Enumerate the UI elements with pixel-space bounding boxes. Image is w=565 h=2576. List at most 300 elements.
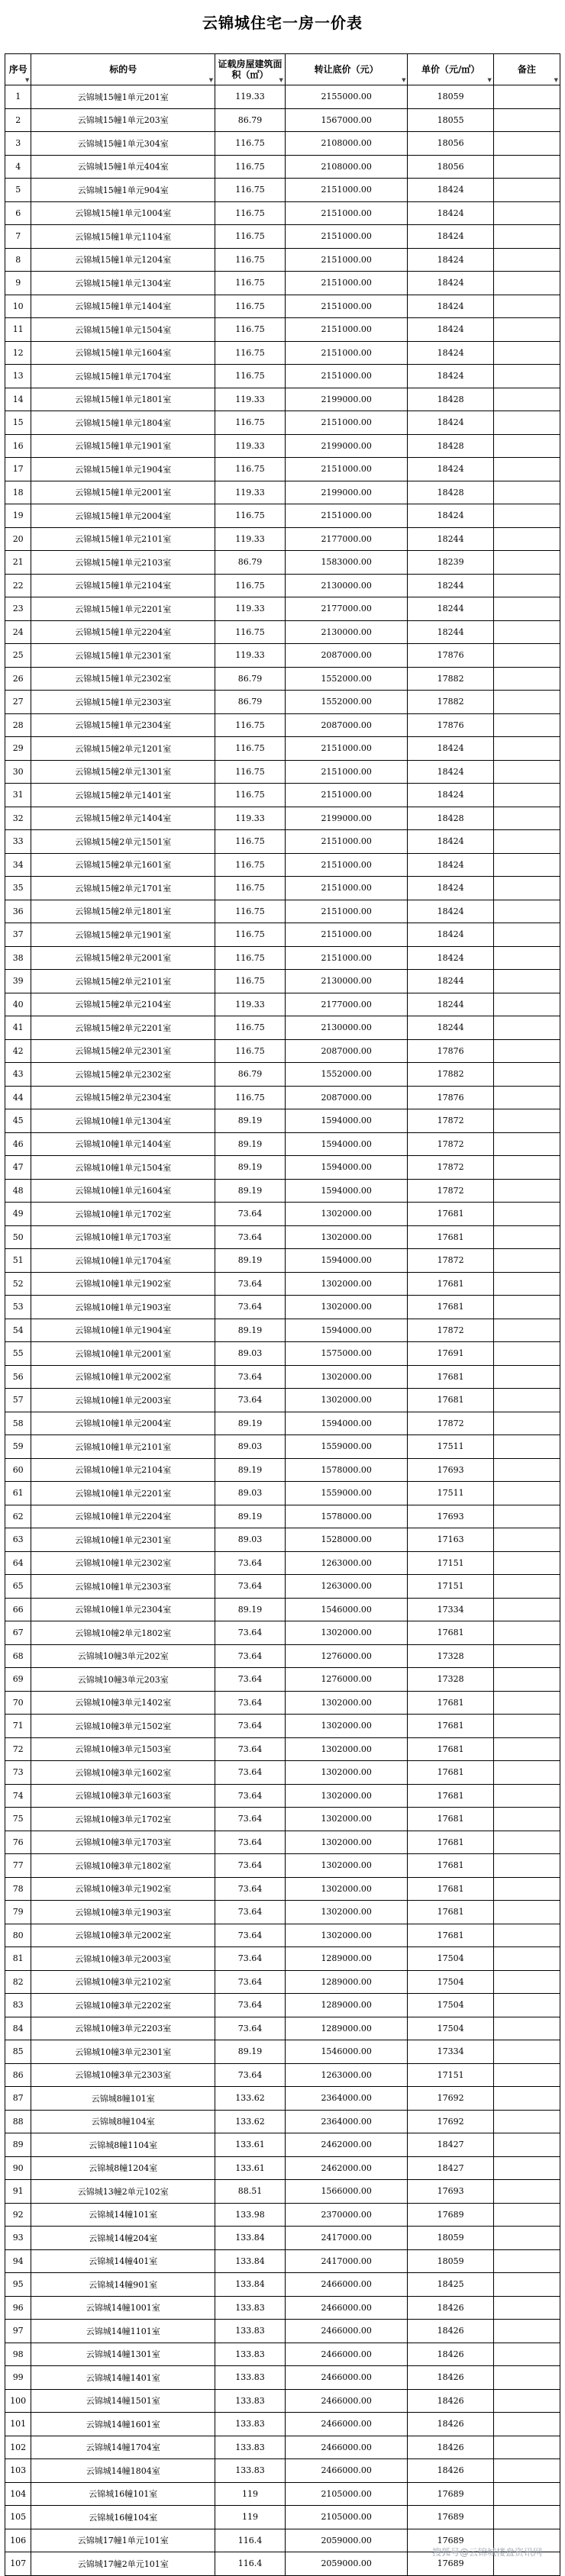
area-cell: 133.61 [215, 2156, 286, 2180]
row-number: 27 [5, 691, 31, 714]
table-row [5, 900, 560, 923]
area-cell: 116.75 [215, 1086, 286, 1109]
price-cell: 1567000.00 [285, 108, 408, 132]
unit-price-cell: 17681 [408, 1715, 493, 1738]
note-cell [493, 1924, 560, 1947]
unit-price-cell: 17872 [408, 1156, 493, 1180]
unit-price-cell: 18244 [408, 970, 493, 993]
unit-price-cell: 17681 [408, 1389, 493, 1412]
table-row [5, 877, 560, 900]
note-cell [493, 970, 560, 993]
unit-price-cell: 17689 [408, 2552, 493, 2576]
row-number: 63 [5, 1528, 31, 1552]
house-id: 云锦城13幢2单元102室 [31, 2180, 215, 2204]
house-id: 云锦城15幢1单元2101室 [31, 527, 215, 551]
area-cell: 133.84 [215, 2273, 286, 2297]
row-number: 28 [5, 713, 31, 737]
price-cell: 1559000.00 [285, 1482, 408, 1505]
filter-icon[interactable]: ▼ [402, 76, 406, 83]
area-cell: 116.75 [215, 784, 286, 807]
filter-icon[interactable]: ▼ [554, 76, 558, 83]
note-cell [493, 667, 560, 691]
unit-price-cell: 18428 [408, 481, 493, 504]
price-cell: 1552000.00 [285, 691, 408, 714]
unit-price-cell: 17872 [408, 1179, 493, 1203]
note-cell [493, 1761, 560, 1785]
price-cell: 1263000.00 [285, 1551, 408, 1575]
price-cell: 2108000.00 [285, 155, 408, 179]
area-cell: 86.79 [215, 667, 286, 691]
table-row [5, 318, 560, 342]
row-number: 42 [5, 1039, 31, 1063]
table-row [5, 2110, 560, 2133]
note-cell [493, 1551, 560, 1575]
price-cell: 1594000.00 [285, 1249, 408, 1273]
price-cell: 2151000.00 [285, 946, 408, 970]
row-number: 76 [5, 1831, 31, 1854]
area-cell: 89.19 [215, 1156, 286, 1180]
area-cell: 73.64 [215, 1621, 286, 1645]
house-id: 云锦城10幢1单元2002室 [31, 1365, 215, 1389]
row-number: 56 [5, 1365, 31, 1389]
table-row [5, 1715, 560, 1738]
table-row [5, 1621, 560, 1645]
area-cell: 133.83 [215, 2436, 286, 2459]
price-cell: 1302000.00 [285, 1272, 408, 1296]
house-id: 云锦城15幢2单元2301室 [31, 1039, 215, 1063]
table-row [5, 1203, 560, 1226]
area-cell: 89.19 [215, 1458, 286, 1482]
unit-price-cell: 18244 [408, 620, 493, 644]
row-number: 90 [5, 2156, 31, 2180]
area-cell: 119.33 [215, 481, 286, 504]
house-id: 云锦城10幢3单元1703室 [31, 1831, 215, 1854]
row-number: 48 [5, 1179, 31, 1203]
table-row [5, 1249, 560, 1273]
house-id: 云锦城15幢1单元1704室 [31, 365, 215, 388]
house-id: 云锦城10幢3单元1602室 [31, 1761, 215, 1785]
area-cell: 89.03 [215, 1435, 286, 1459]
table-row [5, 1389, 560, 1412]
table-row [5, 1947, 560, 1971]
area-cell: 89.19 [215, 1132, 286, 1156]
table-row [5, 2180, 560, 2204]
table-row [5, 1272, 560, 1296]
note-cell [493, 1319, 560, 1342]
row-number: 33 [5, 830, 31, 854]
unit-price-cell: 18427 [408, 2156, 493, 2180]
area-cell: 73.64 [215, 1994, 286, 2017]
house-id: 云锦城10幢3单元1503室 [31, 1737, 215, 1761]
unit-price-cell: 17681 [408, 1272, 493, 1296]
row-number: 37 [5, 923, 31, 947]
row-number: 88 [5, 2110, 31, 2133]
table-row [5, 2343, 560, 2366]
area-cell: 116.75 [215, 713, 286, 737]
price-cell: 2151000.00 [285, 411, 408, 435]
unit-price-cell: 17882 [408, 691, 493, 714]
house-id: 云锦城15幢1单元2104室 [31, 574, 215, 597]
row-number: 12 [5, 341, 31, 365]
area-cell: 116.75 [215, 155, 286, 179]
area-cell: 73.64 [215, 1203, 286, 1226]
house-id: 云锦城15幢2单元1901室 [31, 923, 215, 947]
house-id: 云锦城10幢1单元2204室 [31, 1505, 215, 1528]
table-row [5, 1551, 560, 1575]
unit-price-cell: 17872 [408, 1109, 493, 1133]
area-cell: 119.33 [215, 807, 286, 830]
row-number: 29 [5, 737, 31, 761]
unit-price-cell: 18424 [408, 179, 493, 202]
note-cell [493, 1156, 560, 1180]
area-cell: 73.64 [215, 1831, 286, 1854]
house-id: 云锦城14幢401室 [31, 2249, 215, 2273]
header-unit[interactable]: 单价（元/㎡） ▼ [408, 54, 493, 85]
house-id: 云锦城16幢101室 [31, 2482, 215, 2506]
note-cell [493, 481, 560, 504]
note-cell [493, 2017, 560, 2040]
area-cell: 116.75 [215, 620, 286, 644]
row-number: 9 [5, 272, 31, 295]
table-row [5, 85, 560, 109]
house-id: 云锦城10幢1单元2004室 [31, 1412, 215, 1435]
area-cell: 133.83 [215, 2459, 286, 2483]
house-id: 云锦城15幢1单元2201室 [31, 597, 215, 621]
price-cell: 2151000.00 [285, 504, 408, 528]
price-cell: 1578000.00 [285, 1505, 408, 1528]
price-cell: 2130000.00 [285, 970, 408, 993]
price-cell: 2151000.00 [285, 458, 408, 481]
note-cell [493, 1528, 560, 1552]
unit-price-cell: 17511 [408, 1482, 493, 1505]
note-cell [493, 1621, 560, 1645]
table-row [5, 1225, 560, 1249]
unit-price-cell: 18059 [408, 2249, 493, 2273]
table-row [5, 2366, 560, 2390]
note-cell [493, 1296, 560, 1319]
price-cell: 2466000.00 [285, 2389, 408, 2413]
price-cell: 2151000.00 [285, 737, 408, 761]
area-cell: 89.19 [215, 1319, 286, 1342]
area-cell: 133.83 [215, 2296, 286, 2320]
table-row [5, 1063, 560, 1087]
unit-price-cell: 18426 [408, 2413, 493, 2436]
price-cell: 1302000.00 [285, 1761, 408, 1785]
unit-price-cell: 18424 [408, 411, 493, 435]
table-row [5, 132, 560, 156]
note-cell [493, 2459, 560, 2483]
note-cell [493, 1877, 560, 1901]
table-row [5, 365, 560, 388]
row-number: 79 [5, 1901, 31, 1924]
price-cell: 1302000.00 [285, 1784, 408, 1808]
area-cell: 73.64 [215, 1784, 286, 1808]
price-cell: 1559000.00 [285, 1435, 408, 1459]
table-row [5, 993, 560, 1016]
price-cell: 2151000.00 [285, 877, 408, 900]
table-row [5, 807, 560, 830]
house-id: 云锦城15幢1单元203室 [31, 108, 215, 132]
note-cell [493, 1831, 560, 1854]
table-row [5, 2296, 560, 2320]
area-cell: 116.75 [215, 295, 286, 318]
table-row [5, 970, 560, 993]
price-cell: 1302000.00 [285, 1831, 408, 1854]
house-id: 云锦城8幢1204室 [31, 2156, 215, 2180]
area-cell: 116.75 [215, 946, 286, 970]
price-cell: 2151000.00 [285, 341, 408, 365]
table-row [5, 411, 560, 435]
unit-price-cell: 18426 [408, 2366, 493, 2390]
unit-price-cell: 18244 [408, 1016, 493, 1040]
house-id: 云锦城14幢1704室 [31, 2436, 215, 2459]
note-cell [493, 2249, 560, 2273]
row-number: 57 [5, 1389, 31, 1412]
house-id: 云锦城10幢1单元1604室 [31, 1179, 215, 1203]
area-cell: 119.33 [215, 644, 286, 668]
unit-price-cell: 17681 [408, 1621, 493, 1645]
row-number: 21 [5, 551, 31, 575]
note-cell [493, 2413, 560, 2436]
price-cell: 1552000.00 [285, 1063, 408, 1087]
area-cell: 89.19 [215, 1179, 286, 1203]
area-cell: 73.64 [215, 1761, 286, 1785]
table-row [5, 1435, 560, 1459]
table-row [5, 1458, 560, 1482]
unit-price-cell: 17681 [408, 1924, 493, 1947]
area-cell: 116.75 [215, 830, 286, 854]
price-cell: 1594000.00 [285, 1412, 408, 1435]
house-id: 云锦城15幢1单元1004室 [31, 201, 215, 225]
house-id: 云锦城17幢2单元101室 [31, 2552, 215, 2576]
house-id: 云锦城15幢2单元1501室 [31, 830, 215, 854]
row-number: 86 [5, 2063, 31, 2087]
filter-icon[interactable]: ▼ [25, 76, 30, 83]
unit-price-cell: 17689 [408, 2203, 493, 2227]
table-row [5, 2133, 560, 2157]
unit-price-cell: 18424 [408, 946, 493, 970]
row-number: 38 [5, 946, 31, 970]
area-cell: 89.19 [215, 1505, 286, 1528]
note-cell [493, 1039, 560, 1063]
area-cell: 73.64 [215, 1877, 286, 1901]
price-cell: 2087000.00 [285, 1086, 408, 1109]
header-note[interactable]: 备注 ▼ [493, 54, 560, 85]
row-number: 53 [5, 1296, 31, 1319]
house-id: 云锦城15幢1单元304室 [31, 132, 215, 156]
table-row [5, 574, 560, 597]
row-number: 36 [5, 900, 31, 923]
row-number: 75 [5, 1808, 31, 1831]
row-number: 41 [5, 1016, 31, 1040]
unit-price-cell: 18244 [408, 597, 493, 621]
area-cell: 116.75 [215, 225, 286, 249]
house-id: 云锦城15幢1单元904室 [31, 179, 215, 202]
note-cell [493, 2203, 560, 2227]
row-number: 91 [5, 2180, 31, 2204]
area-cell: 73.64 [215, 1296, 286, 1319]
header-house[interactable]: 标的号 ▼ [31, 54, 215, 85]
price-cell: 2177000.00 [285, 527, 408, 551]
unit-price-cell: 17876 [408, 644, 493, 668]
house-id: 云锦城10幢1单元1504室 [31, 1156, 215, 1180]
area-cell: 73.64 [215, 1668, 286, 1692]
unit-price-cell: 18426 [408, 2343, 493, 2366]
table-row [5, 1994, 560, 2017]
house-id: 云锦城10幢1单元2304室 [31, 1598, 215, 1621]
note-cell [493, 1598, 560, 1621]
row-number: 74 [5, 1784, 31, 1808]
price-cell: 1552000.00 [285, 667, 408, 691]
area-cell: 133.83 [215, 2389, 286, 2413]
note-cell [493, 2436, 560, 2459]
note-cell [493, 2227, 560, 2250]
area-cell: 119.33 [215, 527, 286, 551]
house-id: 云锦城15幢1单元1604室 [31, 341, 215, 365]
row-number: 10 [5, 295, 31, 318]
unit-price-cell: 17872 [408, 1132, 493, 1156]
unit-price-cell: 18426 [408, 2296, 493, 2320]
unit-price-cell: 18055 [408, 108, 493, 132]
house-id: 云锦城10幢3单元2002室 [31, 1924, 215, 1947]
area-cell: 73.64 [215, 1901, 286, 1924]
note-cell [493, 784, 560, 807]
price-cell: 1546000.00 [285, 2040, 408, 2064]
house-id: 云锦城10幢3单元2202室 [31, 1994, 215, 2017]
row-number: 104 [5, 2482, 31, 2506]
table-row [5, 551, 560, 575]
area-cell: 116.75 [215, 318, 286, 342]
unit-price-cell: 18056 [408, 155, 493, 179]
price-cell: 2466000.00 [285, 2366, 408, 2390]
row-number: 66 [5, 1598, 31, 1621]
row-number: 23 [5, 597, 31, 621]
header-area[interactable]: 证载房屋建筑面积（㎡） ▼ [215, 54, 286, 85]
price-cell: 1302000.00 [285, 1854, 408, 1878]
note-cell [493, 993, 560, 1016]
house-id: 云锦城10幢3单元1603室 [31, 1784, 215, 1808]
table-row [5, 1296, 560, 1319]
note-cell [493, 527, 560, 551]
area-cell: 73.64 [215, 1551, 286, 1575]
note-cell [493, 434, 560, 458]
house-id: 云锦城10幢1单元1904室 [31, 1319, 215, 1342]
table-row [5, 644, 560, 668]
row-number: 106 [5, 2529, 31, 2552]
unit-price-cell: 17692 [408, 2110, 493, 2133]
row-number: 18 [5, 481, 31, 504]
house-id: 云锦城14幢1001室 [31, 2296, 215, 2320]
watermark: 搜狐号@云锦城楼盘资讯网 [431, 2547, 542, 2558]
note-cell [493, 1063, 560, 1087]
note-cell [493, 1249, 560, 1273]
table-row [5, 2203, 560, 2227]
area-cell: 116.75 [215, 1039, 286, 1063]
area-cell: 119 [215, 2482, 286, 2506]
table-row [5, 201, 560, 225]
house-id: 云锦城14幢101室 [31, 2203, 215, 2227]
table-row [5, 1482, 560, 1505]
house-id: 云锦城14幢204室 [31, 2227, 215, 2250]
unit-price-cell: 18424 [408, 760, 493, 784]
price-cell: 1276000.00 [285, 1644, 408, 1668]
table-row [5, 1901, 560, 1924]
table-row [5, 341, 560, 365]
price-cell: 1302000.00 [285, 1203, 408, 1226]
note-cell [493, 1412, 560, 1435]
unit-price-cell: 17334 [408, 1598, 493, 1621]
house-id: 云锦城15幢1单元404室 [31, 155, 215, 179]
filter-icon[interactable]: ▼ [279, 76, 283, 83]
area-cell: 116.75 [215, 900, 286, 923]
price-cell: 1302000.00 [285, 1296, 408, 1319]
house-id: 云锦城15幢1单元1504室 [31, 318, 215, 342]
header-price[interactable]: 转让底价（元） ▼ [285, 54, 408, 85]
table-row [5, 1575, 560, 1599]
note-cell [493, 760, 560, 784]
unit-price-cell: 18424 [408, 830, 493, 854]
header-no[interactable]: 序号 ▼ [5, 54, 31, 85]
unit-price-cell: 17681 [408, 1225, 493, 1249]
price-cell: 1583000.00 [285, 551, 408, 575]
unit-price-cell: 17882 [408, 667, 493, 691]
house-id: 云锦城10幢1单元2003室 [31, 1389, 215, 1412]
house-id: 云锦城10幢3单元1402室 [31, 1691, 215, 1715]
price-cell: 1566000.00 [285, 2180, 408, 2204]
note-cell [493, 85, 560, 109]
row-number: 17 [5, 458, 31, 481]
area-cell: 116.75 [215, 179, 286, 202]
filter-icon[interactable]: ▼ [208, 76, 214, 83]
row-number: 70 [5, 1691, 31, 1715]
house-id: 云锦城14幢1501室 [31, 2389, 215, 2413]
price-cell: 2130000.00 [285, 620, 408, 644]
table-row [5, 597, 560, 621]
price-cell: 1289000.00 [285, 2017, 408, 2040]
house-id: 云锦城15幢1单元1804室 [31, 411, 215, 435]
unit-price-cell: 17681 [408, 1854, 493, 1878]
unit-price-cell: 18424 [408, 295, 493, 318]
note-cell [493, 2482, 560, 2506]
house-id: 云锦城10幢1单元1404室 [31, 1132, 215, 1156]
note-cell [493, 248, 560, 272]
price-cell: 2151000.00 [285, 272, 408, 295]
area-cell: 116.75 [215, 458, 286, 481]
house-id: 云锦城10幢3单元2203室 [31, 2017, 215, 2040]
filter-icon[interactable]: ▼ [487, 76, 492, 83]
house-id: 云锦城10幢1单元2201室 [31, 1482, 215, 1505]
price-cell: 1594000.00 [285, 1156, 408, 1180]
house-id: 云锦城15幢2单元2304室 [31, 1086, 215, 1109]
row-number: 64 [5, 1551, 31, 1575]
row-number: 60 [5, 1458, 31, 1482]
price-cell: 2417000.00 [285, 2227, 408, 2250]
note-cell [493, 2506, 560, 2529]
row-number: 24 [5, 620, 31, 644]
table-row [5, 946, 560, 970]
note-cell [493, 155, 560, 179]
note-cell [493, 225, 560, 249]
price-cell: 1575000.00 [285, 1342, 408, 1366]
row-number: 84 [5, 2017, 31, 2040]
area-cell: 73.64 [215, 1737, 286, 1761]
table-row [5, 1365, 560, 1389]
row-number: 83 [5, 1994, 31, 2017]
house-id: 云锦城15幢2单元2101室 [31, 970, 215, 993]
house-id: 云锦城14幢1401室 [31, 2366, 215, 2390]
row-number: 103 [5, 2459, 31, 2483]
area-cell: 73.64 [215, 1970, 286, 1994]
